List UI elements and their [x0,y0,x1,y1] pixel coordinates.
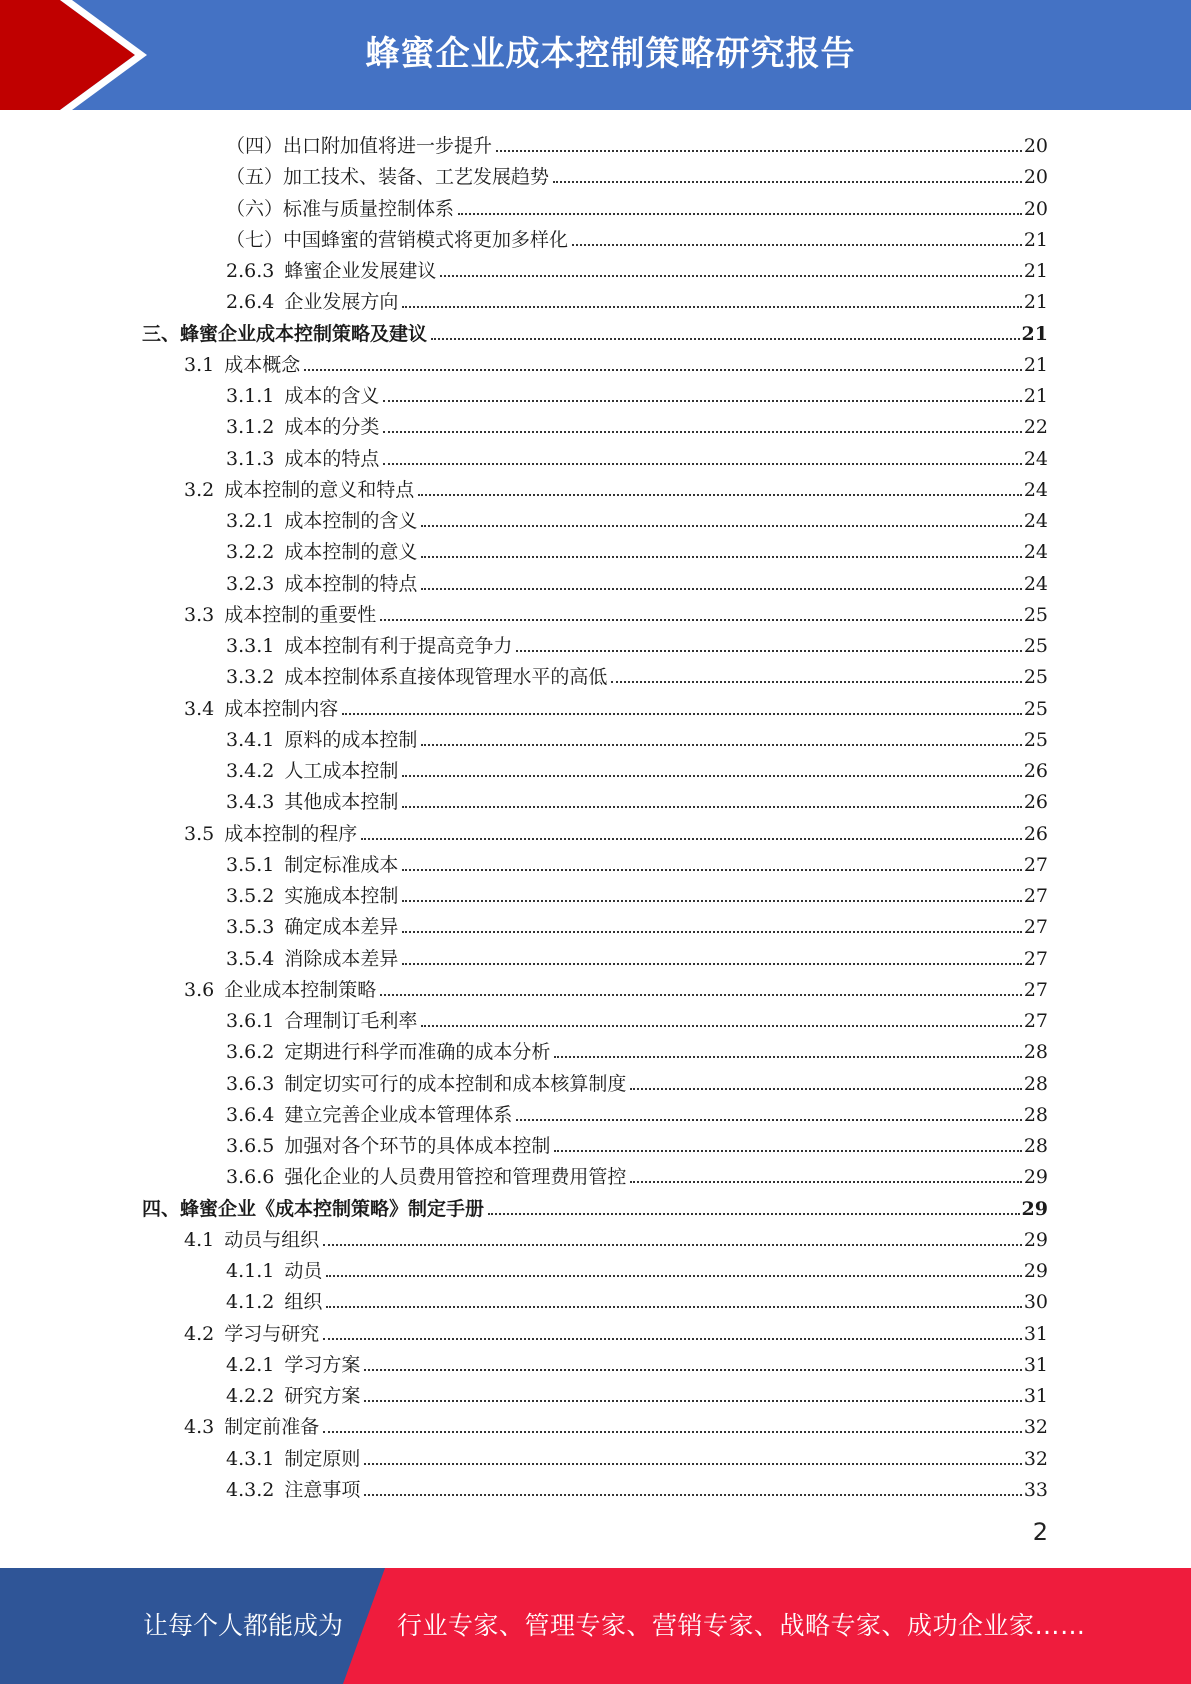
toc-entry-title: 成本的分类 [284,416,380,439]
toc-entry-title: 蜂蜜企业发展建议 [284,260,437,282]
toc-entry-title: 企业成本控制策略 [224,978,377,1001]
toc-entry-number: 4.1 [184,1228,215,1251]
toc-section-entry[interactable] [184,1315,1048,1346]
toc-entry-number: 3.3.2 [226,666,275,689]
toc-subsection-entry[interactable] [226,1377,1048,1408]
toc-section-entry[interactable] [184,1221,1048,1252]
toc-dot-leader [553,181,1022,183]
toc-subsection-entry[interactable] [226,190,1048,221]
toc-section-entry[interactable] [184,346,1048,377]
toc-subsection-entry[interactable] [226,1471,1048,1502]
toc-entry-title: 研究方案 [284,1385,361,1407]
toc-entry-page: 32 [1023,1416,1048,1439]
toc-entry-number: 3.5.3 [226,916,275,939]
toc-entry-title: 强化企业的人员费用管控和管理费用管控 [284,1166,627,1189]
toc-entry-title: 学习与研究 [224,1322,320,1345]
toc-entry-page: 21 [1023,291,1048,314]
toc-subsection-entry[interactable] [226,1158,1048,1189]
toc-entry-number: 3.2 [184,478,215,501]
toc-entry-number: 4.1.2 [226,1291,275,1314]
toc-dot-leader [380,994,1022,996]
toc-entry-title: 合理制订毛利率 [284,1010,418,1032]
toc-dot-leader [402,931,1021,933]
toc-entry-title: 成本控制的意义和特点 [224,478,415,501]
toc-dot-leader [364,1369,1021,1371]
toc-entry-number: 3.5.1 [226,853,275,876]
toc-dot-leader [554,1150,1021,1152]
toc-entry-number: 3.6.3 [226,1072,275,1095]
toc-subsection-entry[interactable] [226,658,1048,689]
toc-entry-page: 27 [1023,947,1048,970]
toc-dot-leader [611,681,1021,683]
toc-dot-leader [402,806,1021,808]
toc-entry-number: 3.6.6 [226,1166,275,1189]
toc-entry-page: 25 [1023,666,1048,689]
toc-subsection-entry[interactable] [226,533,1048,564]
toc-subsection-entry[interactable] [226,377,1048,408]
toc-entry-page: 24 [1023,541,1048,564]
toc-dot-leader [418,494,1022,496]
toc-entry-page: 27 [1023,885,1048,907]
toc-dot-leader [496,150,1022,152]
toc-entry-title: 制定前准备 [224,1416,320,1439]
toc-entry-title: 动员与组织 [224,1228,320,1251]
toc-entry-page: 31 [1023,1353,1048,1376]
toc-entry-number: 3.6.5 [226,1135,275,1157]
toc-entry-page: 21 [1023,260,1048,282]
toc-entry-title: 四、蜂蜜企业《成本控制策略》制定手册 [142,1197,485,1220]
toc-entry-number: 4.2 [184,1322,215,1345]
toc-entry-title: （五）加工技术、装备、工艺发展趋势 [226,166,550,189]
footer-slogan-left: 让每个人都能成为 [143,1611,344,1640]
toc-entry-number: 3.2.2 [226,541,275,564]
toc-entry-number: 3.5.2 [226,885,275,907]
toc-dot-leader [630,1181,1021,1183]
toc-entry-title: 确定成本差异 [284,916,399,939]
toc-dot-leader [402,900,1021,902]
toc-entry-page: 32 [1023,1447,1048,1470]
toc-dot-leader [402,869,1021,871]
toc-entry-number: 3.6 [184,978,215,1001]
toc-entry-number: 3.2.1 [226,510,275,532]
toc-dot-leader [383,400,1021,402]
toc-entry-page: 29 [1023,1166,1048,1189]
toc-subsection-entry[interactable] [226,908,1048,939]
toc-entry-page: 31 [1023,1322,1048,1345]
toc-entry-page: 25 [1023,635,1048,657]
toc-entry-number: 3.1.3 [226,447,275,470]
toc-dot-leader [402,963,1021,965]
toc-entry-number: 3.2.3 [226,572,275,595]
toc-subsection-entry[interactable] [226,221,1048,252]
toc-dot-leader [323,1431,1022,1433]
toc-subsection-entry[interactable] [226,1283,1048,1314]
toc-dot-leader [383,431,1021,433]
toc-entry-title: （四）出口附加值将进一步提升 [226,135,493,157]
toc-entry-page: 26 [1023,822,1048,845]
toc-entry-page: 21 [1023,228,1048,251]
toc-entry-page: 21 [1021,322,1048,345]
toc-section-entry[interactable] [184,471,1048,502]
toc-dot-leader [304,369,1022,371]
toc-entry-page: 33 [1023,1478,1048,1501]
toc-entry-number: 2.6.4 [226,291,275,314]
toc-subsection-entry[interactable] [226,1440,1048,1471]
toc-entry-title: 成本的含义 [284,385,380,407]
toc-section-entry[interactable] [184,971,1048,1002]
toc-entry-page: 25 [1023,603,1048,626]
toc-subsection-entry[interactable] [226,408,1048,439]
toc-subsection-entry[interactable] [226,127,1048,158]
toc-entry-title: 成本控制的意义 [284,541,418,564]
toc-entry-page: 20 [1023,166,1048,189]
toc-entry-title: 动员 [284,1260,323,1282]
toc-entry-title: 建立完善企业成本管理体系 [284,1103,513,1126]
toc-entry-number: 3.5.4 [226,947,275,970]
toc-entry-page: 22 [1023,416,1048,439]
toc-entry-title: 成本控制内容 [224,697,339,720]
toc-entry-page: 25 [1023,728,1048,751]
toc-entry-page: 31 [1023,1385,1048,1407]
toc-entry-number: 3.6.1 [226,1010,275,1032]
toc-entry-page: 21 [1023,353,1048,376]
toc-entry-title: 注意事项 [284,1478,361,1501]
toc-entry-title: （六）标准与质量控制体系 [226,197,455,220]
toc-subsection-entry[interactable] [226,846,1048,877]
toc-entry-title: 成本控制体系直接体现管理水平的高低 [284,666,608,689]
toc-entry-number: 3.4 [184,697,215,720]
toc-entry-page: 20 [1023,135,1048,157]
toc-entry-title: 成本控制的程序 [224,822,358,845]
toc-subsection-entry[interactable] [226,440,1048,471]
toc-dot-leader [323,1244,1022,1246]
toc-entry-page: 27 [1023,916,1048,939]
toc-entry-title: 成本控制的特点 [284,572,418,595]
toc-entry-number: 3.1.2 [226,416,275,439]
toc-chapter-entry[interactable] [142,1190,1048,1221]
toc-subsection-entry[interactable] [226,752,1048,783]
toc-entry-number: 3.1.1 [226,385,275,407]
page-number: 2 [1032,1518,1048,1546]
toc-entry-number: 4.3.1 [226,1447,275,1470]
toc-entry-number: 3.3.1 [226,635,275,657]
toc-entry-title: 制定原则 [284,1447,361,1470]
toc-entry-page: 28 [1023,1135,1048,1157]
toc-entry-number: 3.4.3 [226,791,275,814]
toc-dot-leader [380,619,1022,621]
toc-entry-page: 29 [1023,1260,1048,1282]
toc-entry-title: 其他成本控制 [284,791,399,814]
toc-entry-title: 制定切实可行的成本控制和成本核算制度 [284,1072,627,1095]
toc-dot-leader [516,1119,1021,1121]
toc-entry-page: 27 [1023,853,1048,876]
toc-dot-leader [402,306,1021,308]
toc-entry-page: 25 [1023,697,1048,720]
toc-entry-title: 成本控制的含义 [284,510,418,532]
toc-entry-number: 3.3 [184,603,215,626]
toc-dot-leader [326,1275,1021,1277]
toc-entry-number: 3.5 [184,822,215,845]
toc-entry-title: 实施成本控制 [284,885,399,907]
toc-dot-leader [326,1306,1021,1308]
toc-subsection-entry[interactable] [226,252,1048,283]
toc-entry-page: 20 [1023,197,1048,220]
toc-dot-leader [516,650,1021,652]
toc-section-entry[interactable] [184,690,1048,721]
toc-subsection-entry[interactable] [226,1346,1048,1377]
toc-dot-leader [421,525,1021,527]
toc-dot-leader [323,1338,1022,1340]
toc-subsection-entry[interactable] [226,1065,1048,1096]
toc-entry-page: 26 [1023,760,1048,782]
toc-entry-title: 成本概念 [224,353,301,376]
toc-entry-page: 21 [1023,385,1048,407]
toc-entry-page: 24 [1023,478,1048,501]
toc-dot-leader [488,1213,1020,1215]
toc-entry-number: 2.6.3 [226,260,275,282]
toc-subsection-entry[interactable] [226,877,1048,908]
toc-entry-page: 24 [1023,510,1048,532]
toc-section-entry[interactable] [184,1408,1048,1439]
toc-entry-title: 原料的成本控制 [284,728,418,751]
page-footer [0,1568,1191,1684]
toc-entry-title: 成本的特点 [284,447,380,470]
toc-entry-page: 28 [1023,1072,1048,1095]
toc-subsection-entry[interactable] [226,565,1048,596]
toc-dot-leader [361,838,1022,840]
toc-entry-title: 加强对各个环节的具体成本控制 [284,1135,551,1157]
toc-entry-page: 26 [1023,791,1048,814]
toc-entry-title: （七）中国蜂蜜的营销模式将更加多样化 [226,228,569,251]
toc-entry-title: 制定标准成本 [284,853,399,876]
toc-entry-page: 28 [1023,1103,1048,1126]
footer-slogan-right: 行业专家、管理专家、营销专家、战略专家、成功企业家…… [397,1611,1086,1640]
toc-entry-number: 3.1 [184,353,215,376]
toc-dot-leader [421,1025,1021,1027]
toc-dot-leader [630,1088,1021,1090]
toc-entry-page: 27 [1023,1010,1048,1032]
toc-entry-number: 3.6.4 [226,1103,275,1126]
toc-entry-page: 28 [1023,1041,1048,1064]
document-title: 蜂蜜企业成本控制策略研究报告 [365,34,856,74]
toc-subsection-entry[interactable] [226,502,1048,533]
toc-entry-page: 30 [1023,1291,1048,1314]
toc-entry-title: 消除成本差异 [284,947,399,970]
toc-subsection-entry[interactable] [226,1127,1048,1158]
toc-section-entry[interactable] [184,596,1048,627]
toc-dot-leader [342,713,1022,715]
toc-dot-leader [421,556,1021,558]
toc-dot-leader [402,775,1021,777]
toc-entry-title: 成本控制有利于提高竞争力 [284,635,513,657]
page-header [0,0,1191,110]
toc-entry-number: 4.3.2 [226,1478,275,1501]
toc-dot-leader [458,213,1022,215]
toc-entry-page: 27 [1023,978,1048,1001]
toc-entry-title: 人工成本控制 [284,760,399,782]
toc-entry-title: 企业发展方向 [284,291,399,314]
toc-entry-number: 3.6.2 [226,1041,275,1064]
toc-entry-title: 成本控制的重要性 [224,603,377,626]
toc-dot-leader [383,463,1021,465]
toc-dot-leader [364,1400,1021,1402]
toc-entry-title: 三、蜂蜜企业成本控制策略及建议 [142,322,428,345]
toc-dot-leader [364,1494,1021,1496]
toc-subsection-entry[interactable] [226,627,1048,658]
toc-chapter-entry[interactable] [142,315,1048,346]
toc-entry-number: 4.2.2 [226,1385,275,1407]
toc-subsection-entry[interactable] [226,283,1048,314]
toc-subsection-entry[interactable] [226,1033,1048,1064]
toc-subsection-entry[interactable] [226,1252,1048,1283]
toc-subsection-entry[interactable] [226,1002,1048,1033]
toc-subsection-entry[interactable] [226,940,1048,971]
toc-dot-leader [440,275,1021,277]
toc-entry-page: 24 [1023,447,1048,470]
toc-entry-number: 3.4.1 [226,728,275,751]
toc-entry-number: 4.1.1 [226,1260,275,1282]
toc-entry-number: 4.2.1 [226,1353,275,1376]
toc-subsection-entry[interactable] [226,783,1048,814]
toc-dot-leader [421,588,1021,590]
toc-dot-leader [364,1463,1021,1465]
toc-dot-leader [421,744,1021,746]
toc-entry-title: 学习方案 [284,1353,361,1376]
toc-dot-leader [431,338,1020,340]
toc-subsection-entry[interactable] [226,721,1048,752]
toc-subsection-entry[interactable] [226,158,1048,189]
toc-entry-title: 组织 [284,1291,323,1314]
toc-entry-page: 24 [1023,572,1048,595]
toc-entry-page: 29 [1023,1228,1048,1251]
toc-entry-title: 定期进行科学而准确的成本分析 [284,1041,551,1064]
toc-dot-leader [554,1056,1021,1058]
toc-entry-number: 3.4.2 [226,760,275,782]
toc-subsection-entry[interactable] [226,1096,1048,1127]
toc-entry-page: 29 [1021,1197,1048,1220]
toc-entry-number: 4.3 [184,1416,215,1439]
toc-section-entry[interactable] [184,815,1048,846]
toc-dot-leader [572,244,1022,246]
